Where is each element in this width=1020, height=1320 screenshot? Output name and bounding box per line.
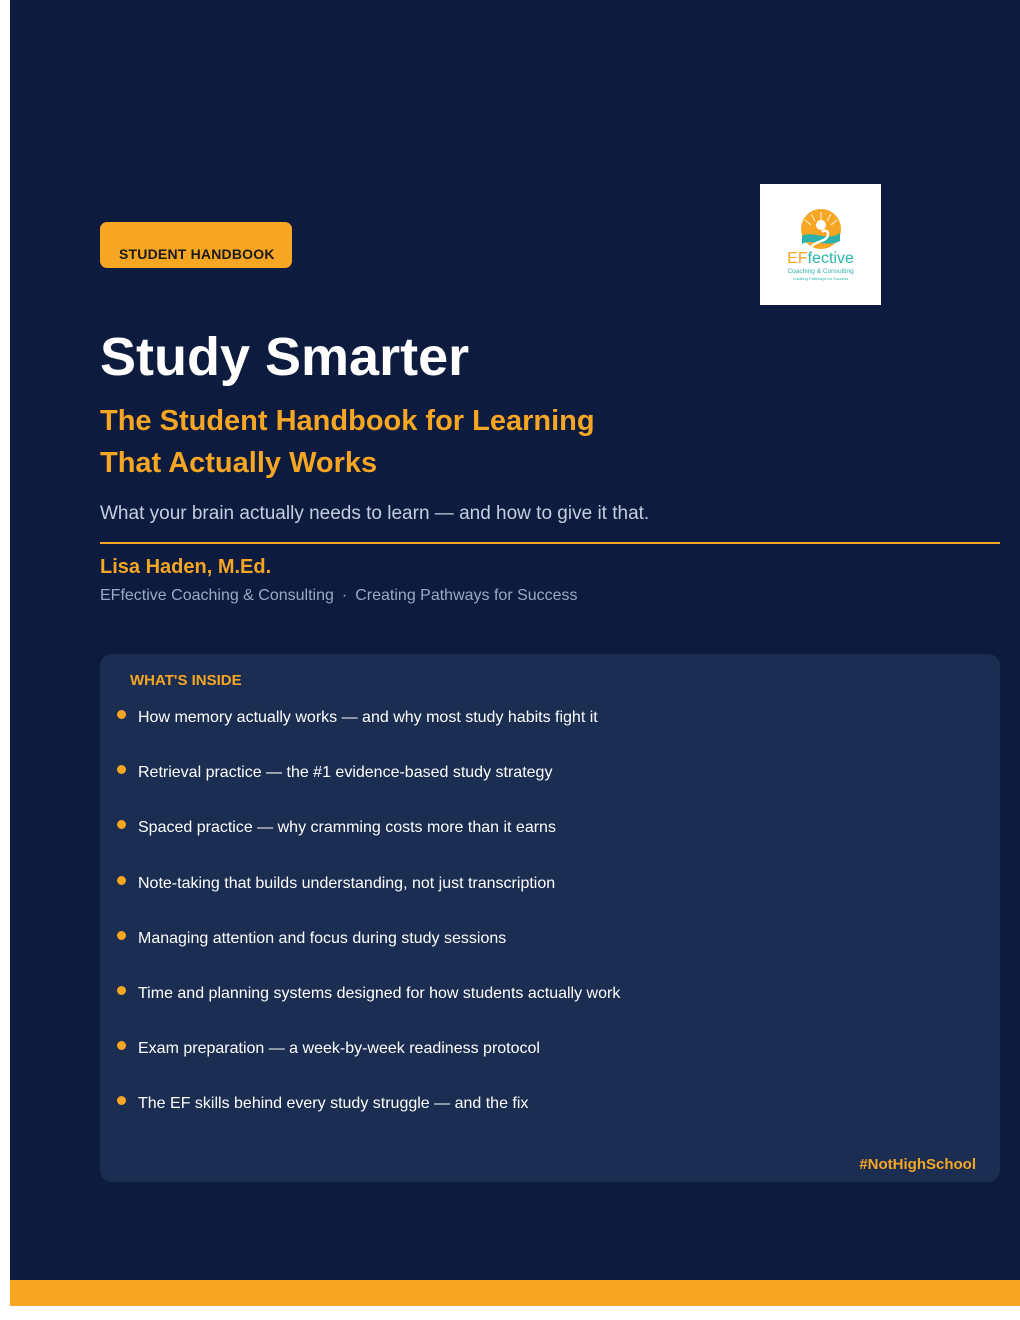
document-subtitle (100, 400, 660, 484)
separator-dot: · (341, 587, 348, 604)
bullet-dot-icon (117, 765, 126, 774)
handbook-cover (10, 0, 1020, 1306)
panel-heading: WHAT'S INSIDE (130, 672, 242, 689)
bullet-dot-icon (117, 1041, 126, 1050)
bullet-dot-icon (117, 710, 126, 719)
logo-subline: Coaching & Consulting (787, 268, 854, 275)
footer-accent-bar (10, 1280, 1020, 1306)
cover-tagline: What your brain actually needs to learn — and how to give it that. (100, 503, 650, 524)
sun-river-logo-icon (798, 208, 844, 250)
bullet-dot-icon (117, 820, 126, 829)
category-badge: STUDENT HANDBOOK (100, 222, 292, 268)
hashtag: #NotHighSchool (859, 1156, 976, 1173)
subtitle-line-1: The Student Handbook for Learning (100, 405, 595, 437)
logo-tagline: Creating Pathways for Success (792, 276, 849, 281)
logo-wordmark: EFfective (787, 250, 854, 267)
subtitle-line-2: That Actually Works (100, 447, 378, 479)
author-name: Lisa Haden, M.Ed. (100, 556, 272, 578)
bullet-dot-icon (117, 1096, 126, 1105)
document-title: Study Smarter (100, 327, 470, 387)
bullet-dot-icon (117, 876, 126, 885)
bullet-dot-icon (117, 986, 126, 995)
whats-inside-panel: WHAT'S INSIDE How memory actually works — and why most study habits fight it Retrieval practice — the #1 evidence-based study strategy Spaced practice — why cramming costs more than it earns Note-taking that builds understanding, not just transcription Managing attention and focus during study sessions Time and planning systems designed for how students actually work Exam preparation — a week-by-week readiness protocol The EF skills behind every study struggle — and the fix #NotHighSchool (100, 654, 1000, 1182)
organization-name: EFfective Coaching & Consulting (100, 587, 334, 604)
author-affiliation (100, 586, 578, 606)
bullet-dot-icon (117, 931, 126, 940)
company-logo (760, 184, 881, 305)
divider-rule (100, 542, 1000, 544)
organization-motto: Creating Pathways for Success (355, 587, 578, 604)
